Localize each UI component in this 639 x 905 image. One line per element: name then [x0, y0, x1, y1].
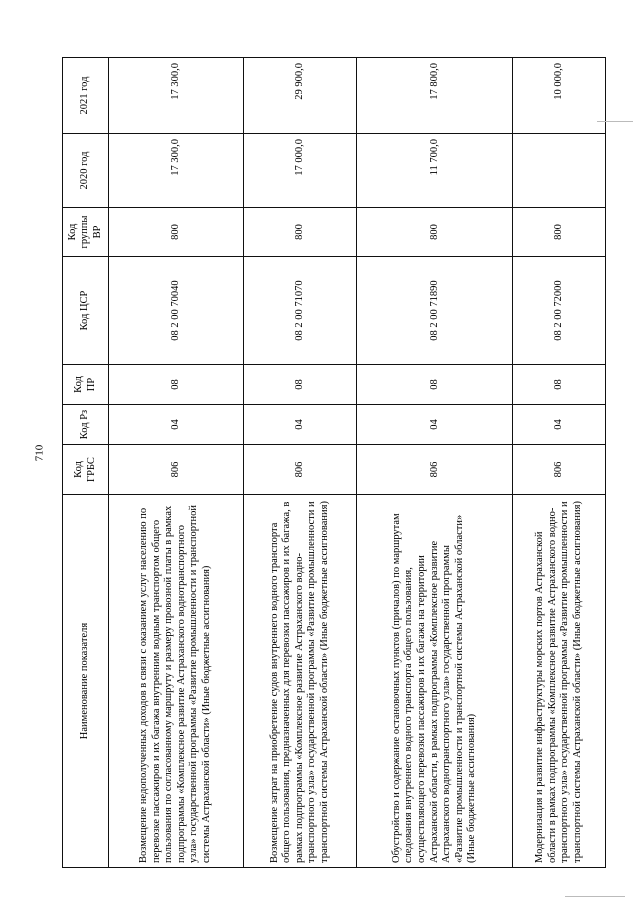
row-csr: 08 2 00 72000: [513, 257, 606, 365]
row-vr: 800: [243, 208, 357, 257]
row-name: Возмещение недополученных доходов в связи с оказанием услуг населению по перевозке пассажиров и их багажа внутренним водным транспортом общего пользования по согласованному маршруту и размеру провозной платы в рамках подпрограммы «Комплексное развитие Астраханского воднотранспортного узла» государственной программы «Развитие промышленности и транспортной системы Астраханской области» (Иные бюджетные ассигнования): [109, 495, 244, 868]
row-csr: 08 2 00 70040: [109, 257, 244, 365]
table-row: [243, 58, 357, 868]
budget-table-rotated: [62, 58, 606, 868]
budget-table-container: [62, 58, 606, 868]
row-vr: 800: [513, 208, 606, 257]
row-name: Обустройство и содержание остановочных пунктов (причалов) по маршрутам следования внутреннего водного транспорта общего пользования, осуществляющего перевозки пассажиров и их багажа на территории Астраханской области, в рамках подпрограммы «Комплексное развитие Астраханского воднотранспортного узла» государственной программы «Развитие промышленности и транспортной системы Астраханской области» (Иные бюджетные ассигнования): [357, 495, 513, 868]
row-grbs: 806: [243, 445, 357, 495]
table-header-row: [63, 58, 109, 868]
header-rz: Код Рз: [63, 405, 109, 445]
row-2021: 17 800,0: [357, 58, 513, 134]
row-rz: 04: [357, 405, 513, 445]
row-grbs: 806: [357, 445, 513, 495]
row-rz: 04: [513, 405, 606, 445]
row-2021: 10 000,0: [513, 58, 606, 134]
row-grbs: 806: [109, 445, 244, 495]
header-pr: Код ПР: [63, 365, 109, 405]
row-vr: 800: [109, 208, 244, 257]
table-row: [109, 58, 244, 868]
row-2020: 11 700,0: [357, 134, 513, 208]
row-name: Возмещение затрат на приобретение судов внутреннего водного транспорта общего пользования, предназначенных для перевозки пассажиров и их багажа, в рамках подпрограммы «Комплексное развитие Астраханского воднотранспортного узла» государственной программы «Развитие промышленности и транспортной системы Астраханской области» (Иные бюджетные ассигнования): [243, 495, 357, 868]
row-pr: 08: [243, 365, 357, 405]
row-pr: 08: [513, 365, 606, 405]
row-2020: [513, 134, 606, 208]
row-rz: 04: [109, 405, 244, 445]
table-row: [513, 58, 606, 868]
page-number: 710: [33, 444, 45, 462]
row-grbs: 806: [513, 445, 606, 495]
row-name: Модернизация и развитие инфраструктуры морских портов Астраханской области в рамках подпрограммы «Комплексное развитие Астраханского воднотранспортного узла» государственной программы «Развитие промышленности и транспортной системы Астраханской области» (Иные бюджетные ассигнования): [513, 495, 606, 868]
row-csr: 08 2 00 71070: [243, 257, 357, 365]
header-2021: 2021 год: [63, 58, 109, 134]
row-pr: 08: [109, 365, 244, 405]
scan-mark: [565, 896, 625, 897]
row-2020: 17 000,0: [243, 134, 357, 208]
row-pr: 08: [357, 365, 513, 405]
row-csr: 08 2 00 71890: [357, 257, 513, 365]
row-2021: 29 900,0: [243, 58, 357, 134]
header-2020: 2020 год: [63, 134, 109, 208]
table-row: [357, 58, 513, 868]
header-grbs: Код ГРБС: [63, 445, 109, 495]
row-2020: 17 300,0: [109, 134, 244, 208]
scan-mark: [597, 121, 633, 122]
budget-table: [62, 57, 606, 868]
row-rz: 04: [243, 405, 357, 445]
row-2021: 17 300,0: [109, 58, 244, 134]
header-vr: Код группы ВР: [63, 208, 109, 257]
header-name: Наименование показателя: [63, 495, 109, 868]
header-csr: Код ЦСР: [63, 257, 109, 365]
row-vr: 800: [357, 208, 513, 257]
